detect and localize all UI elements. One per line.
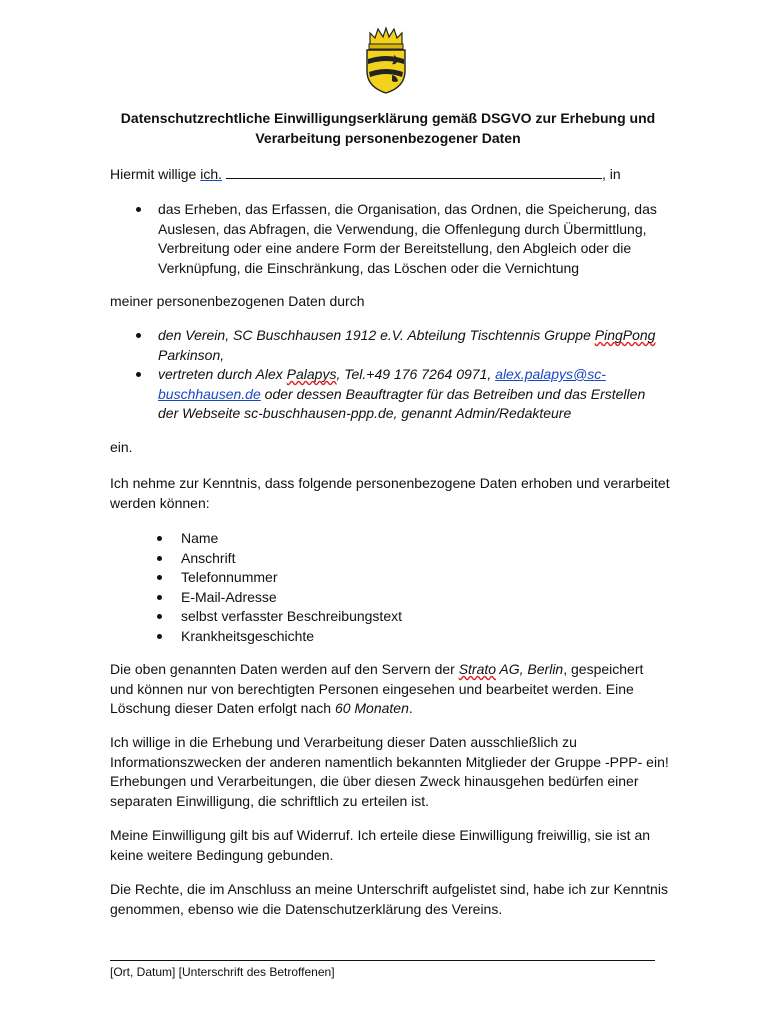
list-item: vertreten durch Alex Palapys, Tel.+49 176 7264 0971, alex.palapys@sc-buschhausen.de oder dessen Beauftragter für das Betreiben und das Erstellen der Webseite sc-buschhausen-ppp.de, genannt Admin/Redakteure — [158, 365, 668, 424]
through-label: meiner personenbezogenen Daten durch — [110, 293, 365, 309]
rights-paragraph: Die Rechte, die im Anschluss an meine Unterschrift aufgelistet sind, habe ich zur Kenntnis genommen, ebenso wie die Datenschutzerklärung des Vereins. — [110, 881, 668, 917]
list-item: E-Mail-Adresse — [181, 588, 661, 608]
list-item: Telefonnummer — [181, 568, 661, 588]
bullet-icon — [136, 372, 141, 377]
document-title: Datenschutzrechtliche Einwilligungserklärung gemäß DSGVO zur Erhebung und Verarbeitung personenbezogener Daten — [120, 110, 656, 146]
bullet-icon — [157, 614, 162, 619]
email-link[interactable]: alex.palapys@sc-buschhausen.de — [158, 366, 606, 402]
bullet-icon — [136, 207, 141, 212]
signature-caption: [Ort, Datum] [Unterschrift des Betroffenen] — [110, 965, 335, 979]
coat-of-arms-logo — [364, 25, 408, 95]
revocation-paragraph: Meine Einwilligung gilt bis auf Widerruf. Ich erteile diese Einwilligung freiwillig, sie ist an keine weitere Bedingung gebunden. — [110, 827, 651, 863]
data-items-list — [181, 529, 661, 646]
purpose-paragraph: Ich willige in die Erhebung und Verarbeitung dieser Daten ausschließlich zu Informationszwecken der anderen namentlich bekannten Mitglieder der Gruppe -PPP- ein! Erhebungen und Verarbeitungen, die über diesen Zweck hinausgehen bedürfen einer separaten Einwilligung, die schriftlich zu erteilen ist. — [110, 734, 669, 809]
signature-line — [110, 960, 655, 961]
bullet-icon — [157, 575, 162, 580]
list-item: Krankheitsgeschichte — [181, 627, 661, 647]
list-item: den Verein, SC Buschhausen 1912 e.V. Abteilung Tischtennis Gruppe PingPong Parkinson, — [158, 326, 668, 365]
list-item: selbst verfasster Beschreibungstext — [181, 607, 661, 627]
name-blank-line — [226, 166, 602, 179]
processing-list — [158, 200, 668, 278]
bullet-icon — [157, 556, 162, 561]
bullet-icon — [136, 333, 141, 338]
list-item: das Erheben, das Erfassen, die Organisation, das Ordnen, die Speicherung, das Auslesen, das Abfragen, die Verwendung, die Offenlegung durch Übermittlung, Verbreitung oder eine andere Form der Bereitstellung, den Abgleich oder die Verknüpfung, die Einschränkung, das Löschen oder die Vernichtung — [158, 200, 668, 278]
ein-text: ein. — [110, 439, 133, 455]
bullet-icon — [157, 595, 162, 600]
controller-list — [158, 326, 668, 424]
bullet-icon — [157, 536, 162, 541]
bullet-icon — [157, 634, 162, 639]
notice-paragraph: Ich nehme zur Kenntnis, dass folgende personenbezogene Daten erhoben und verarbeitet werden können: — [110, 475, 670, 511]
storage-paragraph: Die oben genannten Daten werden auf den Servern der Strato AG, Berlin, gespeichert und können nur von berechtigten Personen eingesehen und bearbeitet werden. Eine Löschung dieser Daten erfolgt nach 60 Monaten. — [110, 661, 644, 716]
list-item: Anschrift — [181, 549, 661, 569]
list-item: Name — [181, 529, 661, 549]
intro-line: Hiermit willige ich. , in — [110, 166, 621, 182]
